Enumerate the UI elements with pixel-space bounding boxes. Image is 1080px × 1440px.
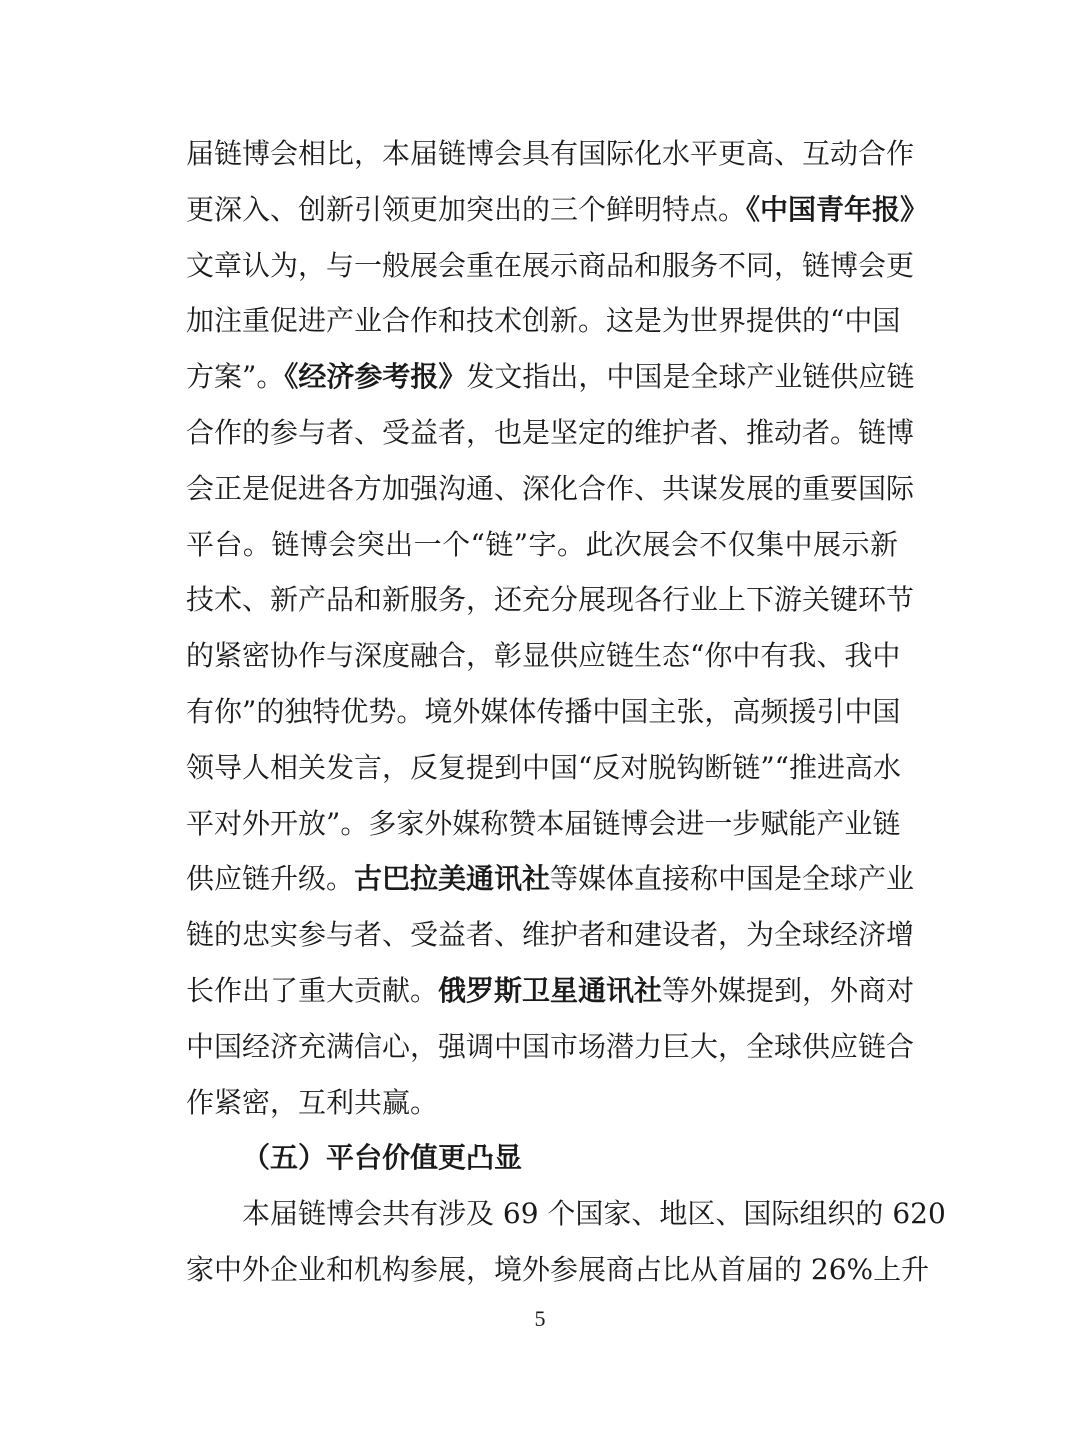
text-line: 有你”的独特优势。境外媒体传播中国主张，高频援引中国 [186,694,901,728]
text-line: 领导人相关发言，反复提到中国“反对脱钩断链”“推进高水 [186,750,901,784]
text-line: 技术、新产品和新服务，还充分展现各行业上下游关键环节 [186,583,915,617]
paragraph-line: 家中外企业和机构参展，境外参展商占比从首届的 26%上升 [186,1252,930,1286]
media-name-sputnik: 俄罗斯卫星通讯社 [438,973,663,1007]
text-line: 链的忠实参与者、受益者、维护者和建设者，为全球经济增 [186,918,915,952]
text-line: 合作的参与者、受益者，也是坚定的维护者、推动者。链博 [186,415,915,449]
body-text [186,126,946,1298]
text-line: 作紧密，互利共赢。 [186,1085,439,1119]
text-line: 加注重促进产业合作和技术创新。这是为世界提供的“中国 [186,304,901,338]
text-line: 会正是促进各方加强沟通、深化合作、共谋发展的重要国际 [186,471,915,505]
text-line: 长作出了重大贡献。俄罗斯卫星通讯社等外媒提到，外商对 [186,973,915,1007]
text-line: 届链博会相比，本届链博会具有国际化水平更高、互动合作 [186,137,915,170]
text-line: 的紧密协作与深度融合，彰显供应链生态“你中有我、我中 [186,639,901,673]
text-line: 文章认为，与一般展会重在展示商品和服务不同，链博会更 [186,248,915,282]
section-heading: （五）平台价值更凸显 [242,1141,523,1175]
text-line: 中国经济充满信心，强调中国市场潜力巨大，全球供应链合 [186,1029,915,1063]
media-name-prensa-latina: 古巴拉美通讯社 [354,862,551,896]
text-line: 方案”。《经济参考报》发文指出，中国是全球产业链供应链 [186,360,915,394]
text-line: 平台。链博会突出一个“链”字。此次展会不仅集中展示新 [186,527,898,561]
paragraph-line: 本届链博会共有涉及 69 个国家、地区、国际组织的 620 [242,1197,946,1231]
text-line: 更深入、创新引领更加突出的三个鲜明特点。《中国青年报》 [186,192,929,226]
media-name-economic-information-daily: 《经济参考报》 [284,360,467,394]
text-line: 供应链升级。古巴拉美通讯社等媒体直接称中国是全球产业 [186,862,915,896]
page-number: 5 [534,1306,546,1331]
media-name-china-youth-daily: 《中国青年报》 [746,192,929,226]
text-line: 平对外开放”。多家外媒称赞本届链博会进一步赋能产业链 [186,806,901,840]
